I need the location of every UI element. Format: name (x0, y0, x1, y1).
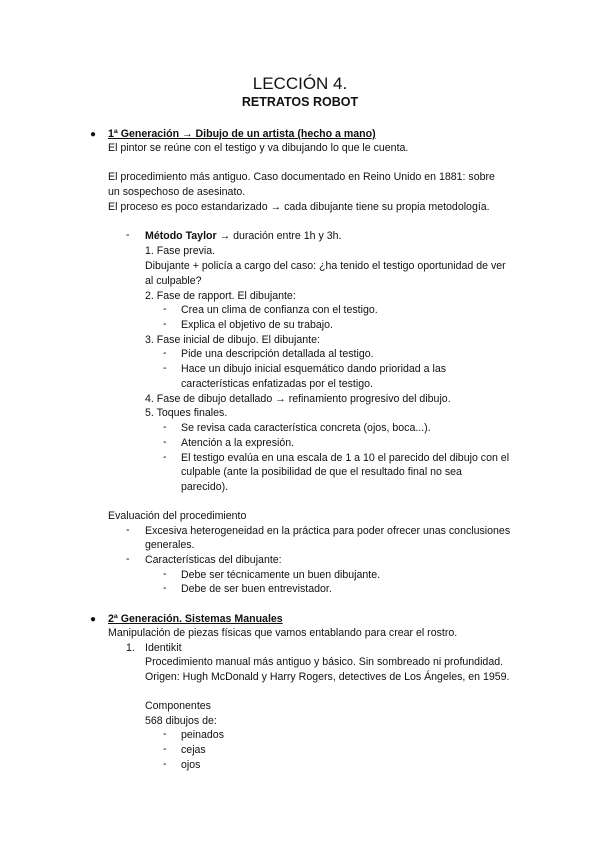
dash-marker: - (163, 568, 167, 580)
item1-label: Identikit (145, 642, 182, 654)
item1-desc1: Procedimiento manual más antiguo y básico. Sin sombreado ni profundidad. (145, 656, 504, 668)
phase1-desc-line1: Dibujante + policía a cargo del caso: ¿ha tenido el testigo oportunidad de ver (145, 260, 506, 272)
dash-marker: - (163, 303, 167, 315)
page-title: LECCIÓN 4. (252, 74, 348, 93)
dash-marker: - (163, 451, 167, 463)
dash-marker: - (163, 362, 167, 374)
phase1-desc-line2: al culpable? (145, 275, 202, 287)
dash-marker: - (163, 318, 167, 330)
bullet-icon: ● (90, 614, 97, 625)
phase3-title: 3. Fase inicial de dibujo. El dibujante: (145, 334, 320, 346)
item1-number: 1. (126, 642, 135, 654)
dash-marker: - (163, 743, 167, 755)
section2-intro: Manipulación de piezas físicas que vamos entablando para crear el rostro. (108, 627, 458, 639)
phase1-title: 1. Fase previa. (145, 245, 216, 257)
section2-heading: 2ª Generación. Sistemas Manuales (108, 613, 283, 625)
component-item: cejas (181, 744, 206, 756)
taylor-method (145, 229, 341, 243)
components-heading: Componentes (145, 700, 211, 712)
taylor-method-name: Método Taylor (145, 230, 217, 242)
phase5-item2: Atención a la expresión. (181, 437, 295, 449)
evaluation-sub-item: Debe ser técnicamente un buen dibujante. (181, 569, 381, 581)
phase3-item2-line2: características enfatizadas por el testigo. (181, 378, 373, 390)
evaluation-sub-item: Debe de ser buen entrevistador. (181, 583, 332, 595)
component-item: peinados (181, 729, 225, 741)
phase2-title: 2. Fase de rapport. El dibujante: (145, 290, 296, 302)
phase3-item2-line1: Hace un dibujo inicial esquemático dando prioridad a las (181, 363, 447, 375)
phase4-title: 4. Fase de dibujo detallado → refinamiento progresivo del dibujo. (145, 393, 451, 405)
phase5-item3-line1: El testigo evalúa en una escala de 1 a 10 el parecido del dibujo con el (181, 452, 510, 464)
dash-marker: - (163, 758, 167, 770)
dash-marker: - (163, 728, 167, 740)
section1-para1-line2: un sospechoso de asesinato. (108, 186, 246, 198)
evaluation-item1-line2: generales. (145, 539, 195, 551)
phase5-item1: Se revisa cada característica concreta (ojos, boca...). (181, 422, 431, 434)
phase3-item1: Pide una descripción detallada al testigo. (181, 348, 374, 360)
section1-para2: El proceso es poco estandarizado → cada dibujante tiene su propia metodología. (108, 201, 490, 213)
dash-marker: - (126, 553, 130, 565)
dash-marker: - (126, 229, 130, 241)
phase5-item3-line3: parecido). (181, 481, 229, 493)
dash-marker: - (163, 347, 167, 359)
dash-marker: - (163, 436, 167, 448)
phase5-title: 5. Toques finales. (145, 407, 228, 419)
dash-marker: - (126, 524, 130, 536)
phase2-item: Crea un clima de confianza con el testigo. (181, 304, 378, 316)
item1-desc2: Origen: Hugh McDonald y Harry Rogers, detectives de Los Ángeles, en 1959. (145, 671, 510, 683)
taylor-method-duration: → duración entre 1h y 3h. (216, 230, 342, 242)
phase2-item: Explica el objetivo de su trabajo. (181, 319, 333, 331)
section1-intro: El pintor se reúne con el testigo y va dibujando lo que le cuenta. (108, 142, 409, 154)
page-subtitle: RETRATOS ROBOT (241, 95, 359, 109)
section1-para1-line1: El procedimiento más antiguo. Caso documentado en Reino Unido en 1881: sobre (108, 171, 495, 183)
dash-marker: - (163, 421, 167, 433)
bullet-icon: ● (90, 129, 97, 140)
evaluation-item2: Características del dibujante: (145, 554, 282, 566)
components-count: 568 dibujos de: (145, 715, 217, 727)
evaluation-item1-line1: Excesiva heterogeneidad en la práctica para poder ofrecer unas conclusiones (145, 525, 511, 537)
phase5-item3-line2: culpable (ante la posibilidad de que el resultado final no sea (181, 466, 462, 478)
component-item: ojos (181, 759, 201, 771)
dash-marker: - (163, 582, 167, 594)
section1-heading: 1ª Generación → Dibujo de un artista (hecho a mano) (108, 128, 376, 140)
evaluation-heading: Evaluación del procedimiento (108, 510, 247, 522)
